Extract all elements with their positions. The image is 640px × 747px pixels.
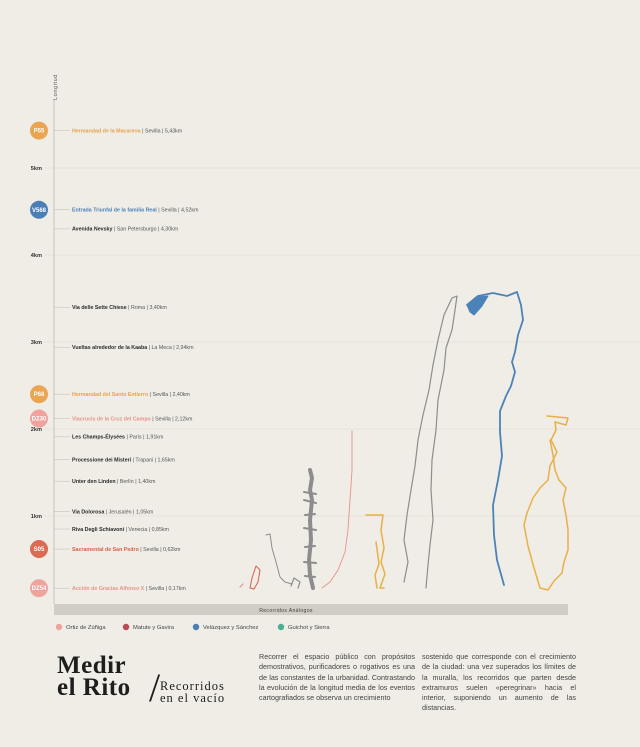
route-shape-cruz-del-campo xyxy=(322,431,352,588)
route-badges xyxy=(30,122,48,598)
subtitle-line-1: Recorridos xyxy=(160,679,225,693)
route-label-hermandad-del-santo-entierro xyxy=(54,392,190,398)
route-shape-macarena xyxy=(524,416,568,590)
legend-item-vel-zquez-y-s-nchez xyxy=(193,624,259,631)
y-axis-ticks xyxy=(31,166,42,520)
route-label-vueltas-alrededor-de-la-kaaba xyxy=(54,345,194,351)
y-tick-2km: 2km xyxy=(30,427,42,433)
route-badge-p55 xyxy=(30,122,48,140)
route-place-length: | Sevilla | 2,12km xyxy=(150,416,193,423)
route-place-length: | París | 1,91km xyxy=(125,434,164,441)
badge-text: DZ30 xyxy=(31,416,47,423)
route-place-length: | Venecia | 0,85km xyxy=(124,526,169,533)
route-name: Hermandad de la Macarena xyxy=(72,128,141,135)
route-name: Via Dolorosa xyxy=(72,509,105,516)
route-name: Avenida Nevsky xyxy=(72,226,113,233)
route-label-text xyxy=(72,547,181,553)
route-label-text xyxy=(72,509,154,515)
route-shape-sacramental xyxy=(250,566,260,589)
badge-text: DZ54 xyxy=(31,586,47,593)
route-shape-via-dolorosa xyxy=(291,578,300,588)
route-name: Processione dei Misteri xyxy=(72,457,132,464)
route-badge-dz54 xyxy=(30,579,48,597)
route-shape-kaaba xyxy=(404,296,457,588)
route-place-length: | Berlín | 1,40km xyxy=(115,479,156,485)
route-place-length: | Sevilla | 5,43km xyxy=(140,128,183,135)
badge-text: V568 xyxy=(31,207,47,214)
y-axis-label: Longitud xyxy=(53,74,59,100)
title-line-1: Medir xyxy=(57,652,127,679)
legend-item-matute-y-gavira xyxy=(123,624,175,631)
route-name: Unter den Linden xyxy=(72,479,116,485)
route-name: Viacrucis de la Cruz del Campo xyxy=(72,416,151,423)
footer-title xyxy=(54,648,254,708)
route-badge-s05 xyxy=(30,540,48,558)
legend-label: Matute y Gavira xyxy=(133,625,174,631)
route-label-acci-n-de-gracias-alfonso-x xyxy=(54,586,186,592)
title-line-2: el Rito xyxy=(57,674,131,701)
title-slash: / xyxy=(149,665,161,710)
badge-text: P55 xyxy=(33,128,45,135)
route-label-text xyxy=(72,527,170,533)
y-tick-4km: 4km xyxy=(30,253,42,259)
route-name: Via delle Sette Chiese xyxy=(72,305,127,311)
route-name: Riva Degli Schiavoni xyxy=(72,526,125,533)
route-label-text xyxy=(72,208,199,214)
badge-text: P68 xyxy=(33,392,45,399)
route-label-riva-degli-schiavoni xyxy=(54,527,170,533)
route-shapes xyxy=(240,292,568,590)
x-axis-label: Recorridos Análogos xyxy=(259,608,313,614)
route-place-length: | San Petersburgo | 4,30km xyxy=(112,226,179,233)
route-label-entrada-triunfal-de-la-familia-real xyxy=(54,208,199,214)
y-tick-1km: 1km xyxy=(30,514,42,520)
route-badge-dz30 xyxy=(30,410,48,428)
route-shape-entrada-triunfal xyxy=(467,292,523,585)
route-shape-santo-entierro xyxy=(366,515,385,588)
route-place-length: | Sevilla | 0,62km xyxy=(138,546,181,553)
legend-item-ortiz-de-z-iga xyxy=(56,624,107,631)
route-label-via-dolorosa xyxy=(54,509,154,515)
route-shape-riva xyxy=(266,534,292,584)
route-place-length: | Sevilla | 4,52km xyxy=(156,207,199,214)
route-label-text xyxy=(72,457,175,463)
route-label-text xyxy=(72,416,193,422)
legend xyxy=(56,624,331,631)
route-label-text xyxy=(72,128,183,134)
description-column-2: sostenido que corresponde con el crecimiento de la ciudad: una vez superados los límites de la muralla, los recorridos que parten desde extramuros suelen «peregrinar» hacia el interior, suponiendo un aumento de las distancias. xyxy=(422,652,576,713)
route-place-length: | Trapani | 1,65km xyxy=(131,457,175,464)
legend-item-guichot-y-sierra xyxy=(278,624,331,631)
route-label-processione-dei-misteri xyxy=(54,457,175,463)
route-name: Vueltas alrededor de la Kaaba xyxy=(72,345,148,352)
route-shape-acción-de-gracias xyxy=(240,584,243,587)
legend-swatch xyxy=(56,624,62,630)
legend-label: Velázquez y Sánchez xyxy=(203,625,259,631)
legend-swatch xyxy=(278,624,284,630)
route-label-text xyxy=(72,305,167,311)
route-name: Hermandad del Santo Entierro xyxy=(72,392,149,398)
route-label-text xyxy=(72,392,190,398)
y-tick-3km: 3km xyxy=(30,340,42,346)
route-label-viacrucis-de-la-cruz-del-campo xyxy=(54,416,193,422)
route-place-length: | Sevilla | 2,40km xyxy=(148,392,190,398)
route-name: Entrada Triunfal de la familia Real xyxy=(72,207,157,214)
route-label-via-delle-sette-chiese xyxy=(54,305,167,311)
route-label-text xyxy=(72,586,186,592)
y-tick-5km: 5km xyxy=(30,166,42,172)
route-label-text xyxy=(72,433,164,441)
route-label-les-champs-lys-es xyxy=(54,433,164,441)
route-label-unter-den-linden xyxy=(54,479,156,485)
route-label-text xyxy=(72,345,194,351)
route-name: Les Champs-Élysées xyxy=(72,434,125,441)
route-name: Sacramental de San Pedro xyxy=(72,546,139,553)
route-label-text xyxy=(72,227,179,233)
route-labels xyxy=(54,128,199,592)
legend-label: Guichot y Sierra xyxy=(288,625,330,631)
description-column-1: Recorrer el espacio público con propósitos demostrativos, purificadores o rogativos es una de las constantes de la urbanidad. Contrastando la evolución de la longitud media de los eventos cartografiados se observa un crecimiento xyxy=(259,652,415,703)
route-place-length: | Roma | 3,40km xyxy=(126,305,167,311)
route-badge-p68 xyxy=(30,385,48,403)
route-name: Acción de Gracias Alfonso X xyxy=(72,586,145,593)
badge-text: S05 xyxy=(33,547,45,554)
route-label-text xyxy=(72,479,156,485)
route-shape-entrada-triunfal-fill xyxy=(467,296,488,315)
route-place-length: | La Meca | 2,94km xyxy=(147,345,194,352)
legend-swatch xyxy=(123,624,129,630)
route-label-hermandad-de-la-macarena xyxy=(54,128,183,134)
route-badge-v568 xyxy=(30,201,48,219)
legend-label: Ortiz de Zúñiga xyxy=(66,625,106,631)
route-label-avenida-nevsky xyxy=(54,227,179,233)
route-place-length: | Sevilla | 0,17km xyxy=(144,586,186,593)
subtitle-line-2: en el vacío xyxy=(160,691,226,705)
legend-swatch xyxy=(193,624,199,630)
route-label-sacramental-de-san-pedro xyxy=(54,547,181,553)
route-place-length: | Jerusalén | 1,05km xyxy=(104,509,154,516)
